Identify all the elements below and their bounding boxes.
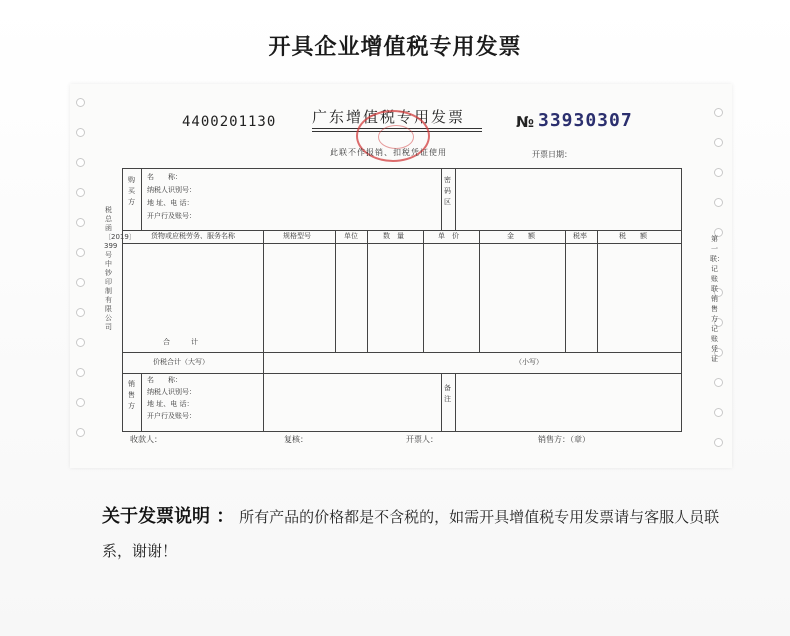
number-sign: № <box>516 113 535 131</box>
invoice-table <box>122 168 682 432</box>
tax-rate-header: 税率 <box>573 232 587 240</box>
total-in-words-label: 价税合计（大写） <box>153 358 209 366</box>
buyer-bank-account-label: 开户行及账号： <box>147 212 196 220</box>
note-body: 所有产品的价格都是不含税的，如需开具增值税专用发票请与客服人员联系，谢谢！ <box>102 508 720 560</box>
payee-label: 收款人： <box>130 435 162 444</box>
seller-seal-label: 销售方：（章） <box>538 435 590 444</box>
right-margin-text: 第一联：记账联 销售方记账凭证 <box>710 235 724 363</box>
buyer-address-phone-label: 地 址、电 话： <box>147 199 194 207</box>
issuer-label: 开票人： <box>406 435 438 444</box>
price-header: 单 价 <box>438 232 459 240</box>
left-margin-text: 税总函〔2019〕399号中钞印制有限公司 <box>104 206 136 331</box>
qty-header: 数 量 <box>383 232 404 240</box>
seller-address-phone-label: 地 址、电 话： <box>147 400 194 408</box>
invoice-code: 4400201130 <box>182 114 277 130</box>
invoice-sheet <box>70 84 732 468</box>
tax-header: 税 额 <box>619 232 647 240</box>
goods-header: 货物或应税劳务、服务名称 <box>151 232 235 240</box>
page-title: 开具企业增值税专用发票 <box>268 35 522 60</box>
seller-section-label: 销售方 <box>128 380 135 410</box>
note-heading: 关于发票说明 ： <box>102 506 235 527</box>
remarks-label: 备注 <box>444 384 451 403</box>
invoice-title: 广东增值税专用发票 <box>312 108 466 126</box>
issue-date-label: 开票日期： <box>532 150 572 159</box>
seller-bank-account-label: 开户行及账号： <box>147 412 196 420</box>
seller-name-label: 名 称： <box>147 376 182 384</box>
buyer-taxpayer-id-label: 纳税人识别号： <box>147 186 196 194</box>
total-label: 合 计 <box>163 338 198 346</box>
seller-taxpayer-id-label: 纳税人识别号： <box>147 388 196 396</box>
reviewer-label: 复核： <box>284 435 308 444</box>
copy-note: 此联不作报销、扣税凭证使用 <box>330 148 447 157</box>
invoice-note <box>102 500 742 568</box>
amount-header: 金 额 <box>507 232 535 240</box>
buyer-name-label: 名 称： <box>147 173 182 181</box>
total-lowercase-label: （小写） <box>515 358 543 366</box>
unit-header: 单位 <box>344 232 358 240</box>
buyer-section-label: 购买方 <box>128 176 135 206</box>
password-area-label: 密码区 <box>444 176 451 206</box>
spec-header: 规格型号 <box>283 232 311 240</box>
invoice-number: 33930307 <box>538 110 633 131</box>
